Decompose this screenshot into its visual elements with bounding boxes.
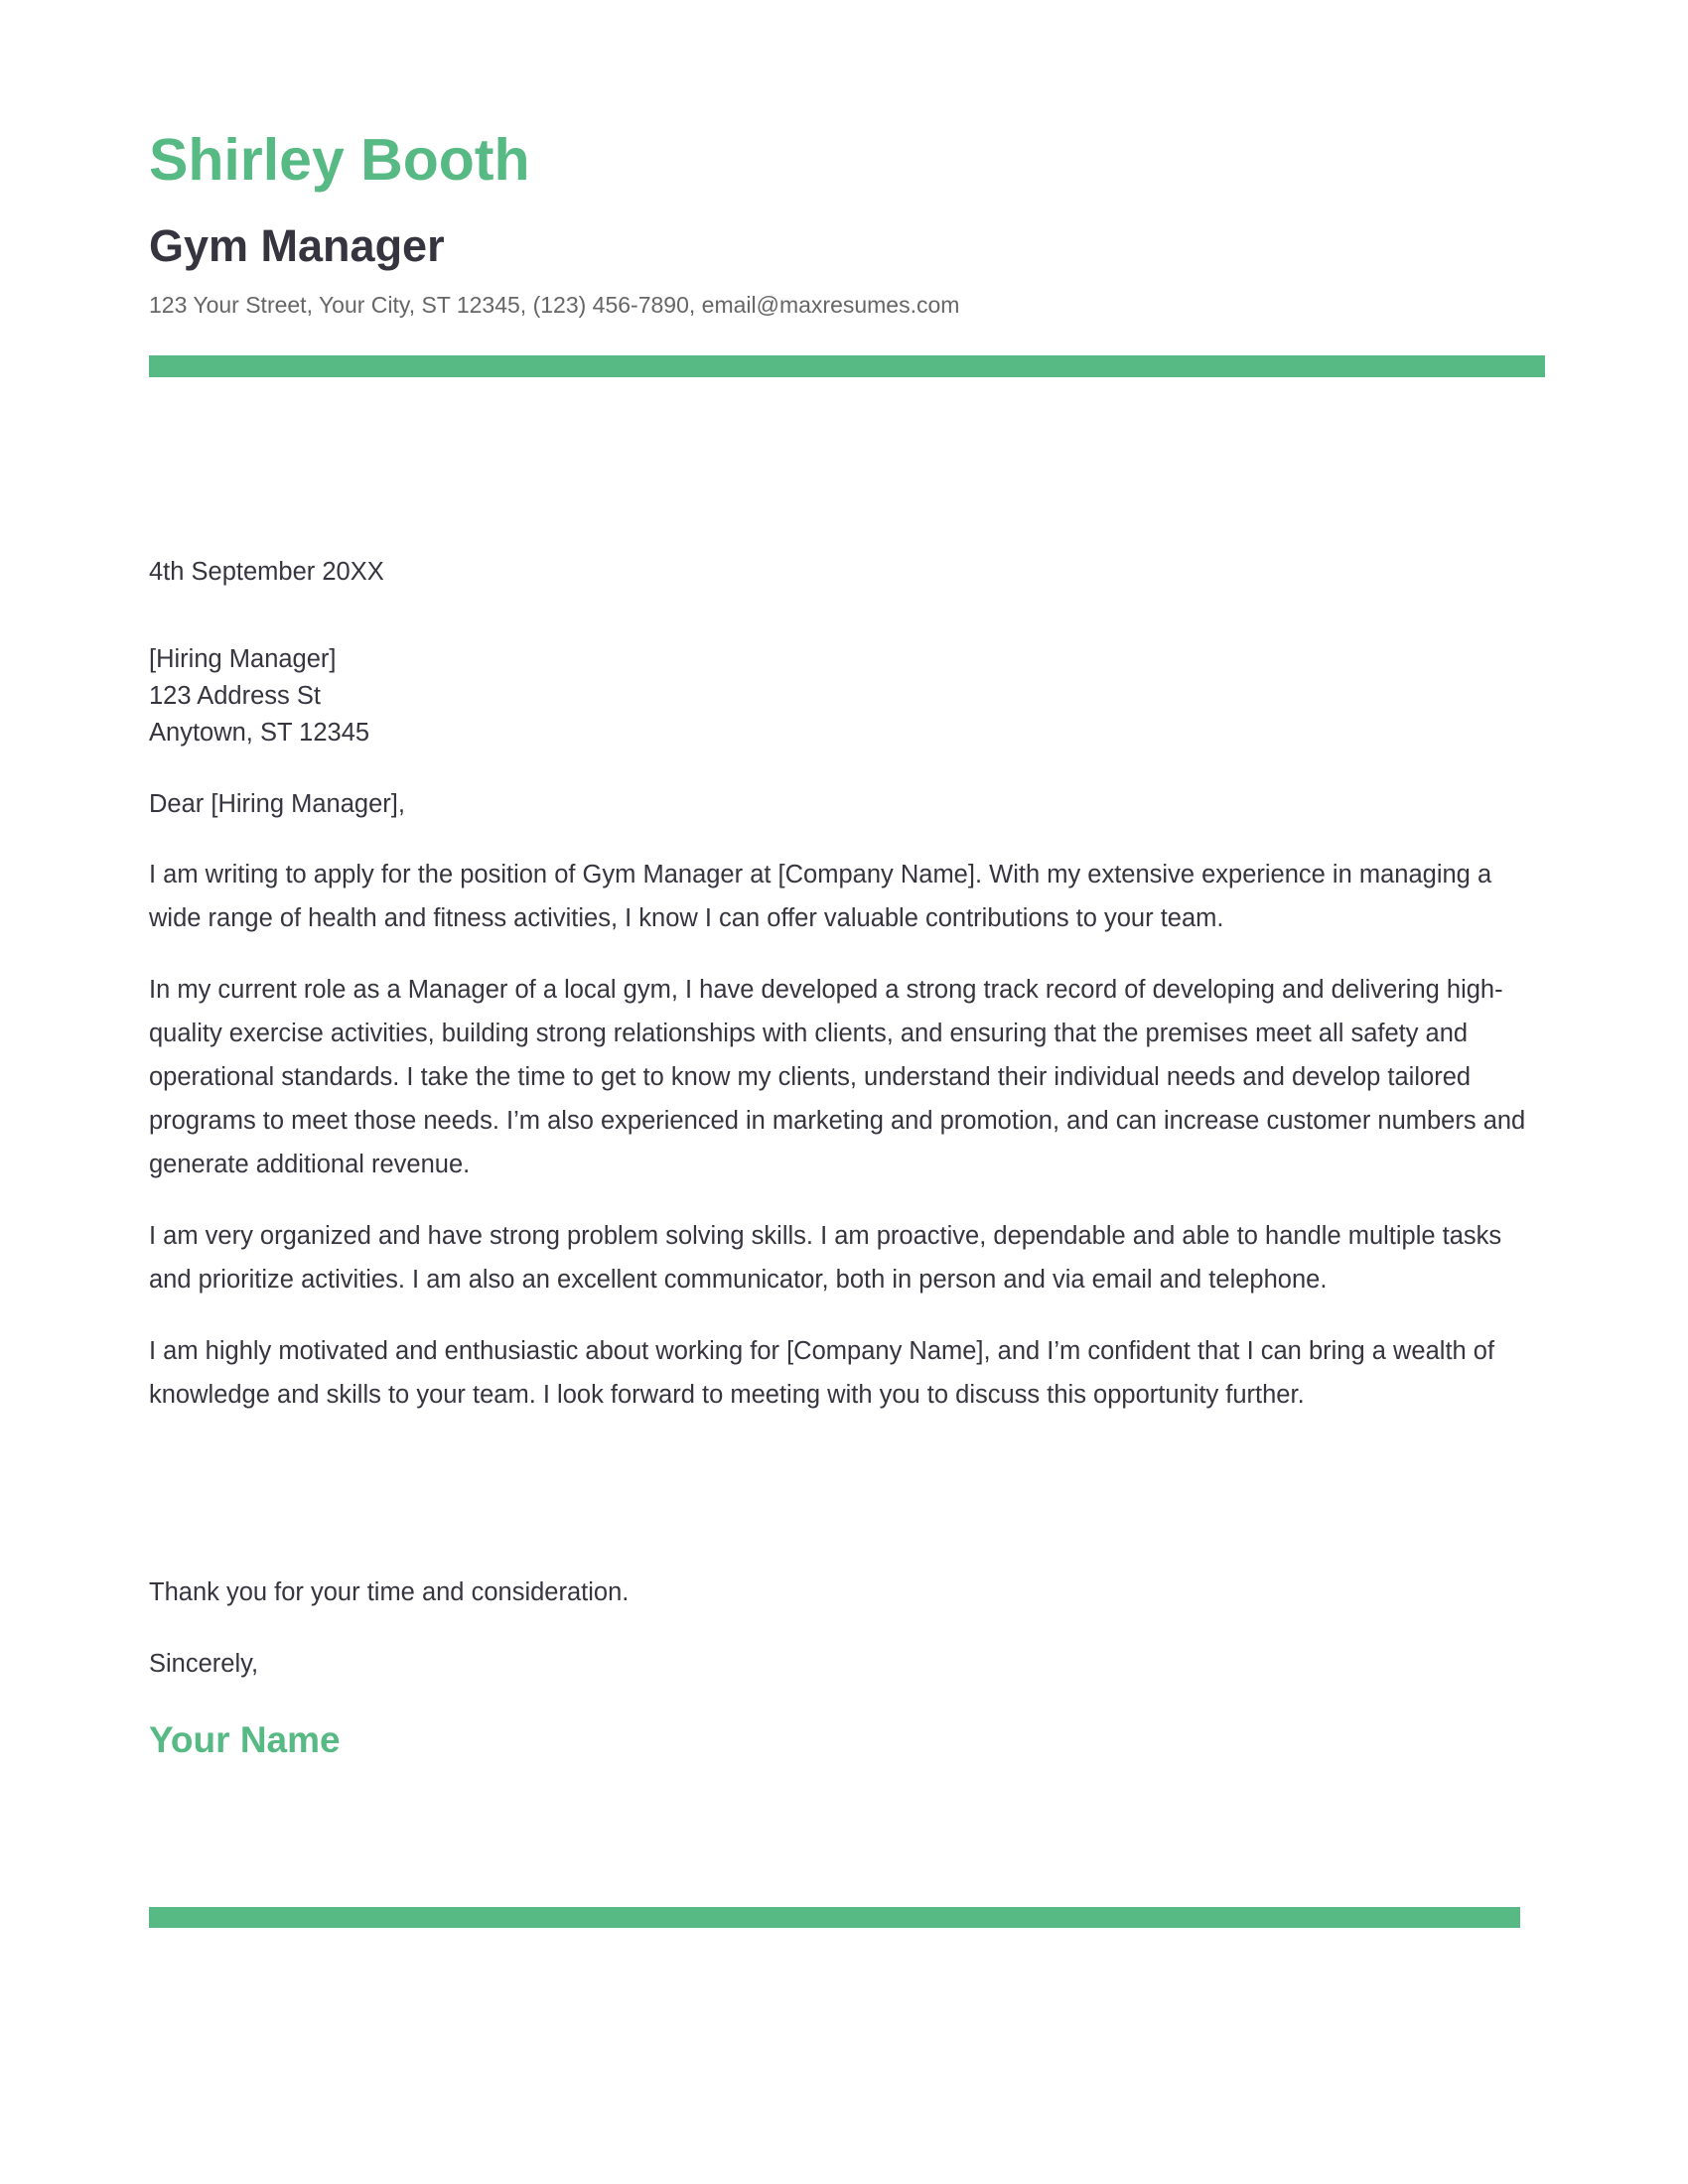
recipient-address xyxy=(149,641,1541,751)
letter-body xyxy=(149,853,1541,1444)
letter-date: 4th September 20XX xyxy=(149,558,384,586)
footer-divider xyxy=(149,1907,1520,1928)
header-divider xyxy=(149,355,1545,377)
body-paragraph: I am highly motivated and enthusiastic about working for [Company Name], and I’m confident that I can bring a wealth of knowledge and skills to your team. I look forward to meeting with you to discuss this opportunity further. xyxy=(149,1337,1495,1409)
salutation: Dear [Hiring Manager], xyxy=(149,790,405,818)
signature-name: Your Name xyxy=(149,1719,341,1760)
recipient-line: 123 Address St xyxy=(149,682,321,710)
contact-info: 123 Your Street, Your City, ST 12345, (123) 456-7890, email@maxresumes.com xyxy=(149,292,960,318)
recipient-line: [Hiring Manager] xyxy=(149,645,337,673)
body-paragraph: In my current role as a Manager of a local gym, I have developed a strong track record of developing and delivering high- quality exercise activities, building strong relationships with clients, and ensuring that the premises meet all safety and operational standards. I take the time to get to know my clients, understand their individual needs and develop tailored programs to meet those needs. I’m also experienced in marketing and promotion, and can increase customer numbers and generate additional revenue. xyxy=(149,976,1526,1178)
signoff: Sincerely, xyxy=(149,1650,259,1678)
recipient-line: Anytown, ST 12345 xyxy=(149,719,370,747)
job-title: Gym Manager xyxy=(149,220,445,271)
applicant-name: Shirley Booth xyxy=(149,127,530,193)
body-paragraph: I am very organized and have strong problem solving skills. I am proactive, dependable and able to handle multiple tasks and prioritize activities. I am also an excellent communicator, both in person and via email and telephone. xyxy=(149,1222,1502,1294)
closing-line: Thank you for your time and consideration. xyxy=(149,1578,630,1606)
body-paragraph: I am writing to apply for the position of Gym Manager at [Company Name]. With my extensive experience in managing a wide range of health and fitness activities, I know I can offer valuable contributions to your team. xyxy=(149,861,1492,932)
